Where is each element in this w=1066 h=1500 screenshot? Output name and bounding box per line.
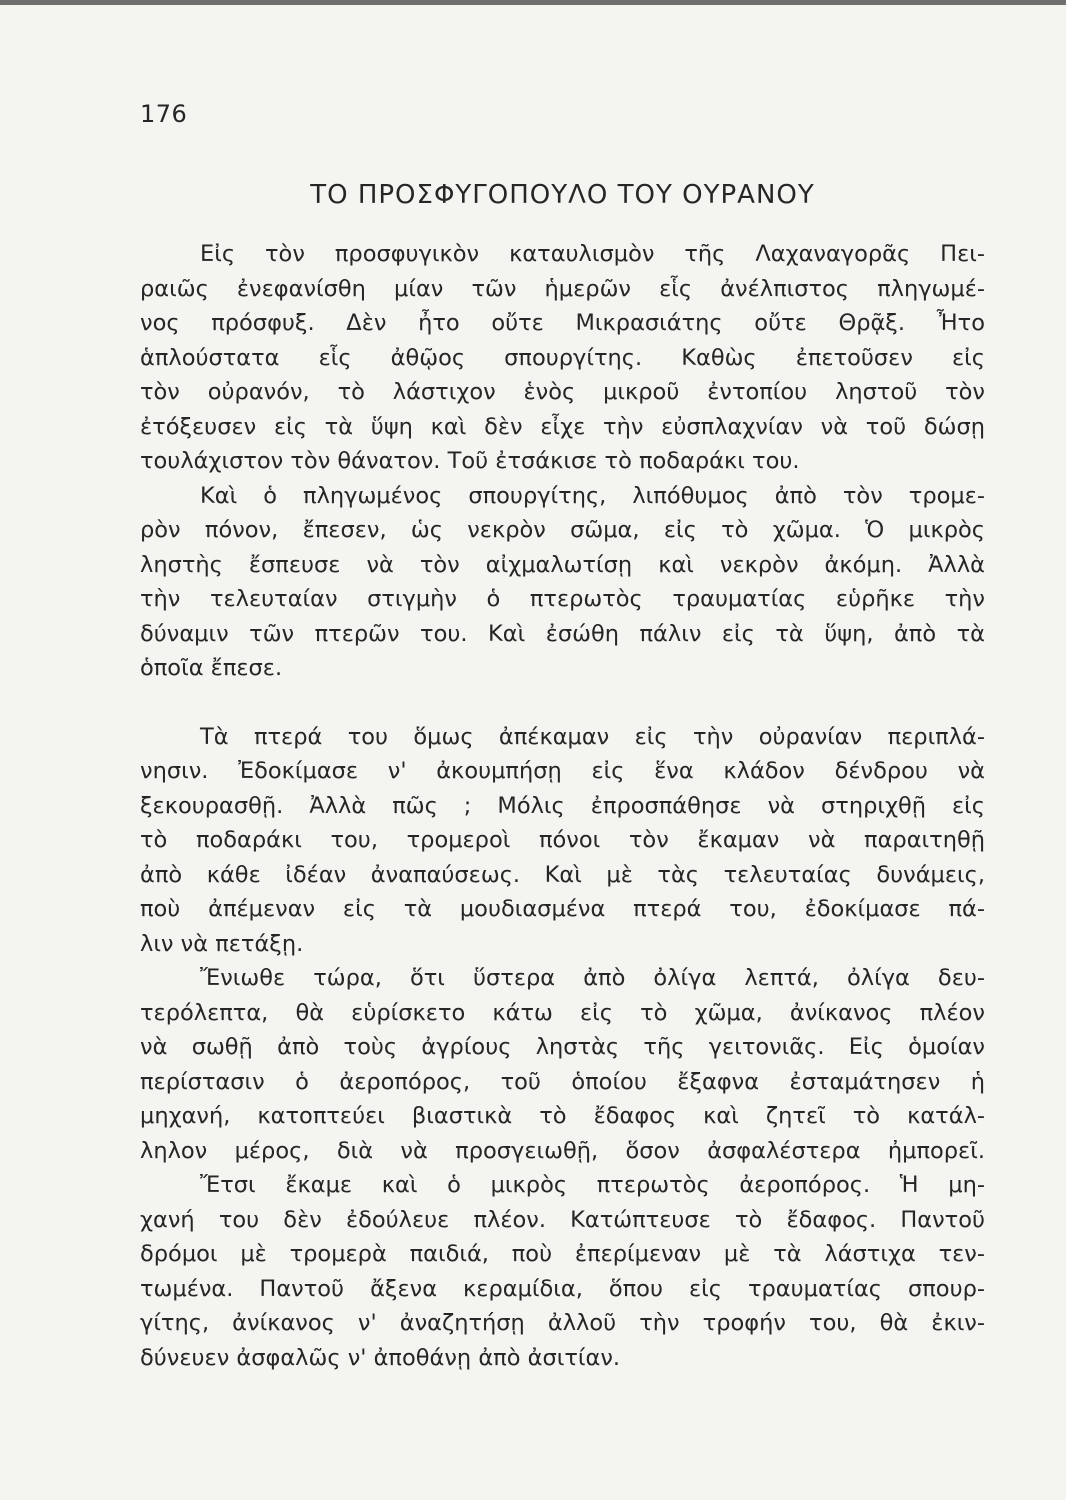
- text-line: Ἔνιωθε τώρα, ὅτι ὕστερα ἀπὸ ὀλίγα λεπτά, ὀλίγα δευ-: [200, 965, 985, 991]
- paragraph: [140, 479, 985, 686]
- body-text: [140, 237, 985, 1375]
- text-line: δύναμιν τῶν πτερῶν του. Καὶ ἐσώθη πάλιν εἰς τὰ ὕψη, ἀπὸ τὰ: [140, 620, 985, 647]
- text-line: δύνευεν ἀσφαλῶς ν' ἀποθάνῃ ἀπὸ ἀσιτίαν.: [140, 1344, 621, 1371]
- text-line: χανή του δὲν ἐδούλευε πλέον. Κατώπτευσε τὸ ἔδαφος. Παντοῦ: [140, 1206, 985, 1233]
- text-line: ποὺ ἀπέμεναν εἰς τὰ μουδιασμένα πτερά του, ἐδοκίμασε πά-: [140, 896, 985, 922]
- text-line: τερόλεπτα, θὰ εὑρίσκετο κάτω εἰς τὸ χῶμα, ἀνίκανος πλέον: [140, 999, 985, 1026]
- text-line: Εἰς τὸν προσφυγικὸν καταυλισμὸν τῆς Λαχαναγορᾶς Πει-: [200, 241, 985, 267]
- text-line: νὰ σωθῇ ἀπὸ τοὺς ἀγρίους ληστὰς τῆς γειτονιᾶς. Εἰς ὁμοίαν: [140, 1034, 985, 1060]
- text-line: ἁπλούστατα εἷς ἀθῷος σπουργίτης. Καθὼς ἐπετοῦσεν εἰς: [140, 344, 985, 371]
- text-line: δρόμοι μὲ τρομερὰ παιδιά, ποὺ ἐπερίμεναν μὲ τὰ λάστιχα τεν-: [140, 1241, 985, 1267]
- text-line: νησιν. Ἐδοκίμασε ν' ἀκουμπήσῃ εἰς ἕνα κλάδον δένδρου νὰ: [140, 758, 985, 784]
- text-line: περίστασιν ὁ ἀεροπόρος, τοῦ ὁποίου ἔξαφνα ἐσταμάτησεν ἡ: [140, 1068, 985, 1095]
- text-line: ραιῶς ἐνεφανίσθη μίαν τῶν ἡμερῶν εἷς ἀνέλπιστος πληγωμέ-: [140, 275, 985, 302]
- paragraph: [140, 1168, 985, 1375]
- paragraph: [140, 720, 985, 962]
- text-line: μηχανή, κατοπτεύει βιαστικὰ τὸ ἔδαφος καὶ ζητεῖ τὸ κατάλ-: [140, 1103, 985, 1129]
- text-line: τουλάχιστον τὸν θάνατον. Τοῦ ἐτσάκισε τὸ ποδαράκι του.: [140, 448, 800, 474]
- paragraph: [140, 961, 985, 1168]
- text-line: ληστὴς ἔσπευσε νὰ τὸν αἰχμαλωτίσῃ καὶ νεκρὸν ἀκόμη. Ἀλλὰ: [140, 551, 985, 578]
- text-line: ἀπὸ κάθε ἰδέαν ἀναπαύσεως. Καὶ μὲ τὰς τελευταίας δυνάμεις,: [140, 861, 985, 888]
- paragraph: [140, 237, 985, 479]
- chapter-title: ΤΟ ΠΡΟΣΦΥΓΟΠΟΥΛΟ ΤΟΥ ΟΥΡΑΝΟΥ: [310, 180, 815, 210]
- text-line: τωμένα. Παντοῦ ἄξενα κεραμίδια, ὅπου εἰς τραυματίας σπουρ-: [140, 1275, 985, 1302]
- text-line: λιν νὰ πετάξῃ.: [140, 930, 304, 957]
- text-line: ρὸν πόνον, ἔπεσεν, ὡς νεκρὸν σῶμα, εἰς τὸ χῶμα. Ὁ μικρὸς: [140, 517, 985, 543]
- text-line: ξεκουρασθῇ. Ἀλλὰ πῶς ; Μόλις ἐπροσπάθησε νὰ στηριχθῇ εἰς: [140, 792, 985, 819]
- text-line: Ἔτσι ἔκαμε καὶ ὁ μικρὸς πτερωτὸς ἀεροπόρος. Ἡ μη-: [200, 1172, 985, 1198]
- text-line: τὴν τελευταίαν στιγμὴν ὁ πτερωτὸς τραυματίας εὑρῆκε τὴν: [140, 586, 985, 612]
- text-line: Καὶ ὁ πληγωμένος σπουργίτης, λιπόθυμος ἀπὸ τὸν τρομε-: [200, 482, 985, 509]
- text-line: ληλον μέρος, διὰ νὰ προσγειωθῇ, ὅσον ἀσφαλέστερα ἠμπορεῖ.: [140, 1137, 985, 1164]
- page-number: 176: [140, 100, 188, 128]
- paragraph-spacer: [140, 686, 985, 720]
- text-line: Τὰ πτερά του ὅμως ἀπέκαμαν εἰς τὴν οὐρανίαν περιπλά-: [200, 723, 985, 750]
- text-line: τὸ ποδαράκι του, τρομεροὶ πόνοι τὸν ἔκαμαν νὰ παραιτηθῇ: [140, 827, 985, 853]
- text-line: ἐτόξευσεν εἰς τὰ ὕψη καὶ δὲν εἶχε τὴν εὐσπλαχνίαν νὰ τοῦ δώσῃ: [140, 413, 985, 440]
- scan-top-edge: [0, 0, 1066, 5]
- text-line: τὸν οὐρανόν, τὸ λάστιχον ἑνὸς μικροῦ ἐντοπίου ληστοῦ τὸν: [140, 379, 985, 405]
- text-line: ὁποῖα ἔπεσε.: [140, 655, 283, 681]
- text-line: νος πρόσφυξ. Δὲν ἦτο οὔτε Μικρασιάτης οὔτε Θρᾷξ. Ἦτο: [140, 310, 985, 336]
- text-line: γίτης, ἀνίκανος ν' ἀναζητήσῃ ἀλλοῦ τὴν τροφήν του, θὰ ἐκιν-: [140, 1310, 985, 1336]
